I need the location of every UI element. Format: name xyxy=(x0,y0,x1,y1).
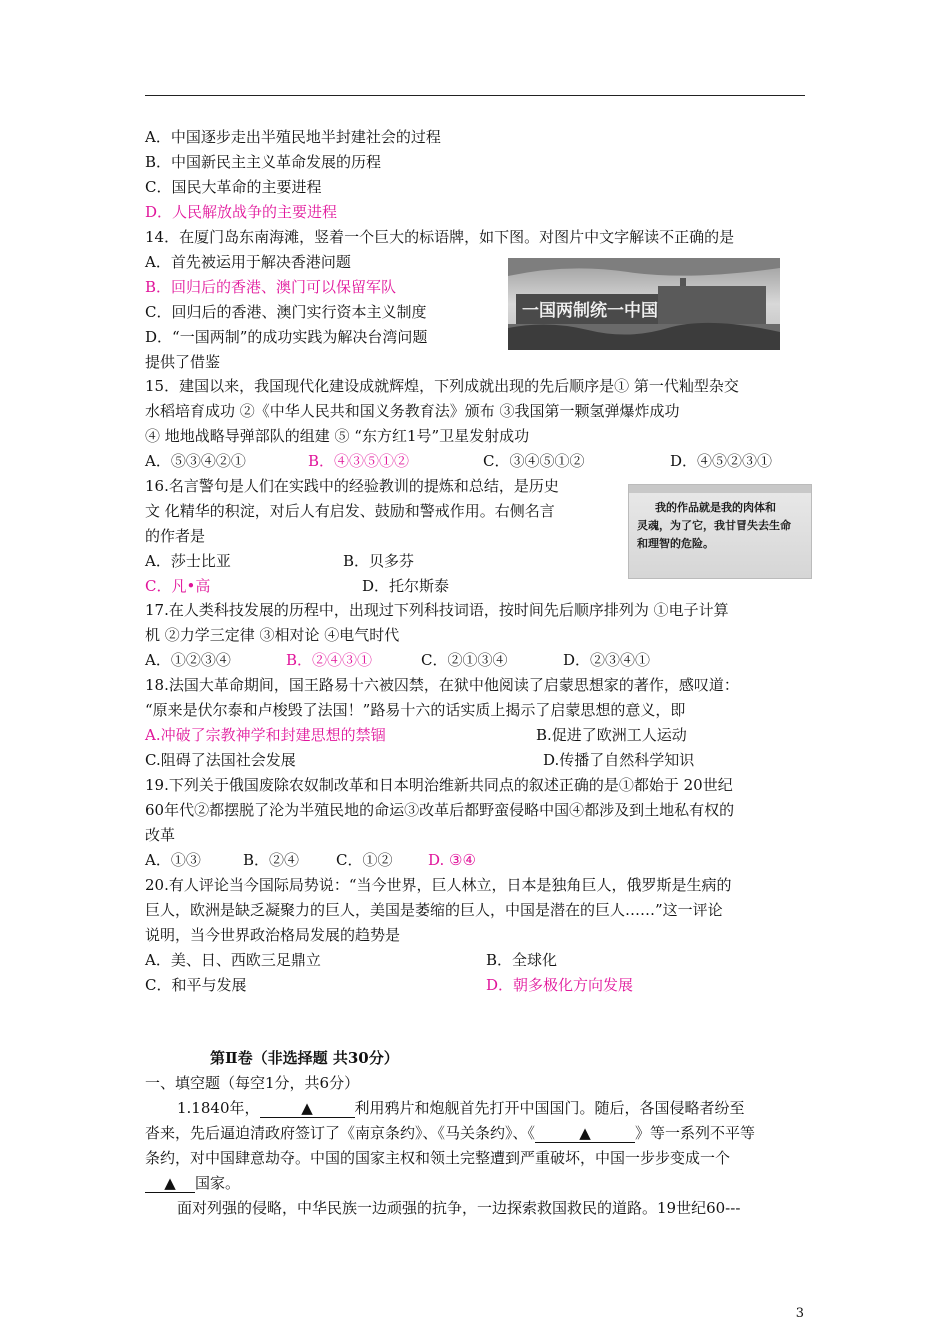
q16-stem-line-1: 16.名言警句是人们在实践中的经验教训的提炼和总结，是历史 xyxy=(145,477,559,495)
q15-option-c: C．③④⑤①② xyxy=(483,452,585,470)
quote-image xyxy=(628,484,812,579)
q15-stem-line-2: 水稻培育成功 ②《中华人民共和国义务教育法》颁布 ③我国第一颗氢弹爆炸成功 xyxy=(145,402,680,420)
q17-option-c: C．②①③④ xyxy=(421,651,508,669)
q17-option-d: D．②③④① xyxy=(563,651,651,669)
q19-option-d: D. ③④ xyxy=(428,851,476,869)
q14-option-b: B．回归后的香港、澳门可以保留军队 xyxy=(145,278,397,296)
q16-option-c: C．凡•高 xyxy=(145,577,211,595)
q17-option-a: A．①②③④ xyxy=(145,651,231,669)
q19-option-a: A．①③ xyxy=(145,851,201,869)
part2-section-heading: 一、填空题（每空1分，共6分） xyxy=(145,1074,360,1092)
q20-option-a: A．美、日、西欧三足鼎立 xyxy=(145,951,321,969)
q18-option-c: C.阻碍了法国社会发展 xyxy=(145,751,296,769)
q13-option-b: B．中国新民主主义革命发展的历程 xyxy=(145,153,382,171)
q18-option-a: A.冲破了宗教神学和封建思想的禁锢 xyxy=(145,726,386,744)
fill-paragraph-1-line-2 xyxy=(145,1123,755,1143)
q18-stem-line-2: “原来是伏尔泰和卢梭毁了法国！”路易十六的话实质上揭示了启蒙思想的意义，即 xyxy=(145,701,686,719)
fill-text: 国家。 xyxy=(195,1174,241,1192)
fill-text: 利用鸦片和炮舰首先打开中国国门。随后，各国侵略者纷至 xyxy=(354,1099,745,1117)
quote-image-shade xyxy=(629,485,811,493)
fill-blank-3[interactable]: ▲ xyxy=(145,1174,195,1193)
q16-option-d: D．托尔斯泰 xyxy=(362,577,450,595)
q20-option-c: C．和平与发展 xyxy=(145,976,247,994)
q17-stem-line-1: 17.在人类科技发展的历程中，出现过下列科技词语，按时间先后顺序排列为 ①电子计算 xyxy=(145,601,729,619)
q15-stem-line-3: ④ 地地战略导弹部队的组建 ⑤ “东方红1号”卫星发射成功 xyxy=(145,427,530,445)
fill-text: 》等一系列不平等 xyxy=(635,1124,756,1142)
q20-stem-line-3: 说明，当今世界政治格局发展的趋势是 xyxy=(145,926,401,944)
q14-stem: 14．在厦门岛东南海滩，竖着一个巨大的标语牌，如下图。对图片中文字解读不正确的是 xyxy=(145,228,735,246)
quote-line-3: 和理智的危险。 xyxy=(637,537,714,550)
q15-option-a: A．⑤③④②① xyxy=(145,452,246,470)
q18-option-d: D.传播了自然科学知识 xyxy=(543,751,695,769)
quote-line-1: 我的作品就是我的肉体和 xyxy=(655,501,776,514)
q20-option-d: D．朝多极化方向发展 xyxy=(486,976,634,994)
q19-stem-line-2: 60年代②都摆脱了沦为半殖民地的命运③改革后都野蛮侵略中国④都涉及到土地私有权的 xyxy=(145,801,735,819)
q13-option-d: D．人民解放战争的主要进程 xyxy=(145,203,338,221)
q13-option-c: C．国民大革命的主要进程 xyxy=(145,178,322,196)
q18-option-b: B.促进了欧洲工人运动 xyxy=(536,726,687,744)
q17-option-b: B．②④③① xyxy=(286,651,373,669)
page-number: 3 xyxy=(795,1306,804,1321)
q14-option-a: A．首先被运用于解决香港问题 xyxy=(145,253,351,271)
q13-option-a: A．中国逐步走出半殖民地半封建社会的过程 xyxy=(145,128,441,146)
q14-option-c: C．回归后的香港、澳门实行资本主义制度 xyxy=(145,303,427,321)
q16-stem-line-3: 的作者是 xyxy=(145,527,206,545)
q20-stem-line-2: 巨人，欧洲是缺乏凝聚力的巨人，美国是萎缩的巨人，中国是潜在的巨人……”这一评论 xyxy=(145,901,723,919)
billboard-photo xyxy=(508,258,780,350)
fill-paragraph-1-line-1 xyxy=(177,1098,745,1118)
q14-option-d-cont: 提供了借鉴 xyxy=(145,353,221,371)
fill-paragraph-1-line-3: 条约，对中国肆意劫夺。中国的国家主权和领土完整遭到严重破坏，中国一步步变成一个 xyxy=(145,1149,731,1167)
q19-option-b: B．②④ xyxy=(243,851,300,869)
header-rule xyxy=(145,95,805,96)
q14-option-d: D．“一国两制”的成功实践为解决台湾问题 xyxy=(145,328,428,346)
q16-stem-line-2: 文 化精华的积淀，对后人有启发、鼓励和警戒作用。右侧名言 xyxy=(145,502,555,520)
q19-stem-line-3: 改革 xyxy=(145,826,176,844)
q19-option-c: C．①② xyxy=(336,851,393,869)
fill-blank-2[interactable]: ▲ xyxy=(535,1124,635,1143)
part2-title: 第Ⅱ卷（非选择题 共30分） xyxy=(210,1049,399,1067)
fill-blank-1[interactable]: ▲ xyxy=(260,1099,355,1118)
fill-text: 沓来，先后逼迫清政府签订了《南京条约》、《马关条约》、《 xyxy=(145,1124,536,1142)
quote-text xyxy=(637,499,791,553)
q16-option-a: A．莎士比亚 xyxy=(145,552,231,570)
q15-option-d: D．④⑤②③① xyxy=(670,452,773,470)
quote-line-2: 灵魂，为了它，我甘冒失去生命 xyxy=(637,519,791,532)
fill-paragraph-2-line-1: 面对列强的侵略，中华民族一边顽强的抗争，一边探索救国救民的道路。19世纪60--- xyxy=(177,1199,741,1217)
fill-paragraph-1-line-4 xyxy=(145,1173,240,1193)
q16-option-b: B．贝多芬 xyxy=(343,552,415,570)
q17-stem-line-2: 机 ②力学三定律 ③相对论 ④电气时代 xyxy=(145,626,400,644)
q15-stem-line-1: 15．建国以来，我国现代化建设成就辉煌，下列成就出现的先后顺序是① 第一代籼型杂交 xyxy=(145,377,739,395)
q19-stem-line-1: 19.下列关于俄国废除农奴制改革和日本明治维新共同点的叙述正确的是①都始于 20世纪 xyxy=(145,776,733,794)
q20-option-b: B．全球化 xyxy=(486,951,558,969)
q18-stem-line-1: 18.法国大革命期间，国王路易十六被囚禁，在狱中他阅读了启蒙思想家的著作，感叹道： xyxy=(145,676,739,694)
billboard-text: 一国两制统一中国 xyxy=(522,301,658,321)
q20-stem-line-1: 20.有人评论当今国际局势说：“当今世界，巨人林立，日本是独角巨人，俄罗斯是生病的 xyxy=(145,876,732,894)
q15-option-b: B．④③⑤①② xyxy=(308,452,410,470)
fill-text: 1.1840年， xyxy=(177,1099,260,1117)
billboard-photo-illustration xyxy=(508,258,780,350)
